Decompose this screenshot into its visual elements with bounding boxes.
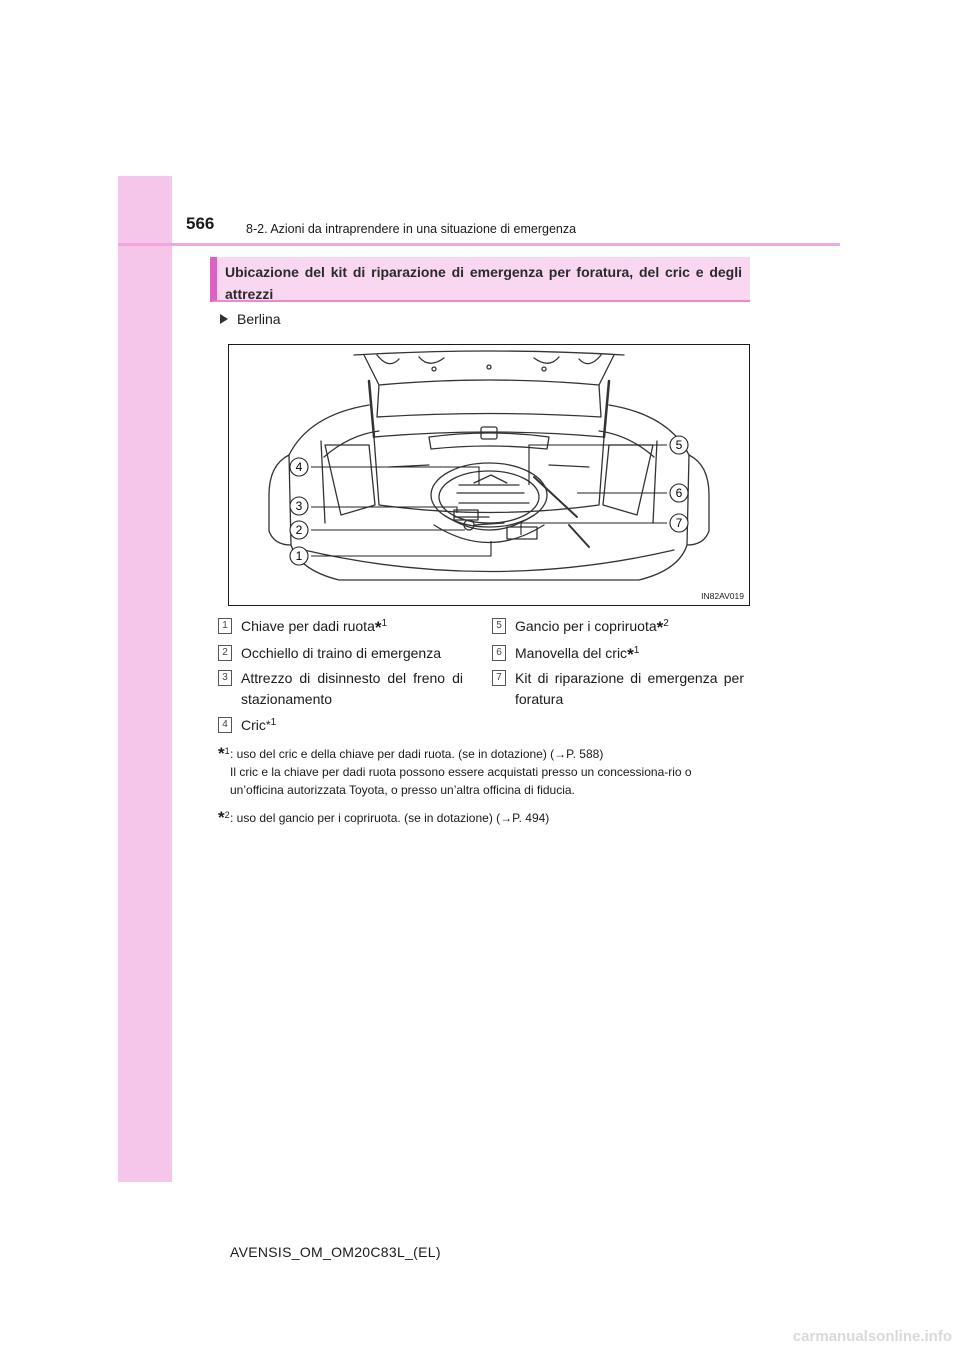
footnote-ref: 1 (633, 645, 640, 656)
callout-3: 3 (295, 499, 303, 513)
side-tab-band (118, 176, 172, 1182)
footnote-ref: 1 (381, 618, 388, 629)
legend-number: 1 (218, 618, 232, 634)
footnote-ref: 1 (270, 717, 277, 728)
document-code: AVENSIS_OM_OM20C83L_(EL) (230, 1244, 441, 1260)
car-trunk-drawing (229, 345, 749, 605)
footnote-star: * (656, 618, 664, 637)
legend-text: Kit di riparazione di emergenza per foratura (515, 670, 744, 707)
legend-number: 7 (492, 670, 506, 686)
legend-text: Chiave per dadi ruota (241, 618, 375, 634)
footnote-mark-ref: 2 (224, 810, 230, 820)
figure-code: IN82AV019 (701, 591, 744, 601)
callout-4: 4 (295, 460, 303, 474)
section-heading-box (210, 257, 750, 302)
legend-number: 5 (492, 618, 506, 634)
chapter-title: 8-2. Azioni da intraprendere in una situazione di emergenza (246, 222, 577, 236)
legend-item (218, 668, 468, 712)
footnote-text: : uso del gancio per i copriruota. (se in dotazione) (→P. 494) (230, 811, 550, 825)
footnote-mark: * (218, 808, 225, 827)
legend-text: Attrezzo di disinnesto del freno di stazionamento (241, 670, 463, 707)
legend-item (492, 668, 748, 712)
section-title: Ubicazione del kit di riparazione di emergenza per foratura, del cric e degli attrezzi (225, 264, 742, 302)
footnote-mark-ref: 1 (224, 746, 230, 756)
callout-7: 7 (675, 516, 683, 530)
footnote-text: : uso del cric e della chiave per dadi ruota. (se in dotazione) (→P. 588) Il cric e la chiave per dadi ruota possono essere acquistati presso un concessiona-rio o un’officina autorizzata Toyota, o presso un’altra officina di fiducia. (230, 747, 692, 797)
legend-item (492, 643, 748, 665)
callout-2: 2 (295, 523, 303, 537)
callout-1: 1 (295, 549, 303, 563)
legend-text: Occhiello di traino di emergenza (241, 645, 441, 661)
legend-number: 4 (218, 717, 232, 733)
triangle-bullet-icon (220, 314, 228, 324)
footnote-star: * (265, 718, 271, 732)
legend-number: 2 (218, 645, 232, 661)
header-rule (118, 243, 840, 246)
legend-text: Manovella del cric (515, 645, 628, 661)
footnote-ref: 2 (663, 618, 669, 629)
legend-number: 3 (218, 670, 232, 686)
footnote-2 (218, 809, 750, 829)
page-number: 566 (186, 214, 215, 233)
legend-text: Gancio per i copriruota (515, 618, 657, 634)
legend-item (218, 616, 468, 638)
trunk-illustration (228, 344, 750, 606)
callout-5: 5 (675, 438, 683, 452)
footnote-star: * (627, 645, 634, 664)
variant-label-text: Berlina (237, 311, 281, 327)
footnote-1 (218, 745, 750, 805)
legend-text: Cric (241, 717, 266, 733)
watermark: carmanualsonline.info (792, 1328, 952, 1345)
legend-item (492, 616, 748, 638)
legend-item (218, 715, 468, 737)
legend-number: 6 (492, 645, 506, 661)
footnote-mark: * (218, 744, 225, 763)
legend-item (218, 643, 468, 665)
callout-6: 6 (675, 486, 683, 500)
footnote-star: * (374, 618, 382, 637)
variant-label (220, 311, 281, 327)
